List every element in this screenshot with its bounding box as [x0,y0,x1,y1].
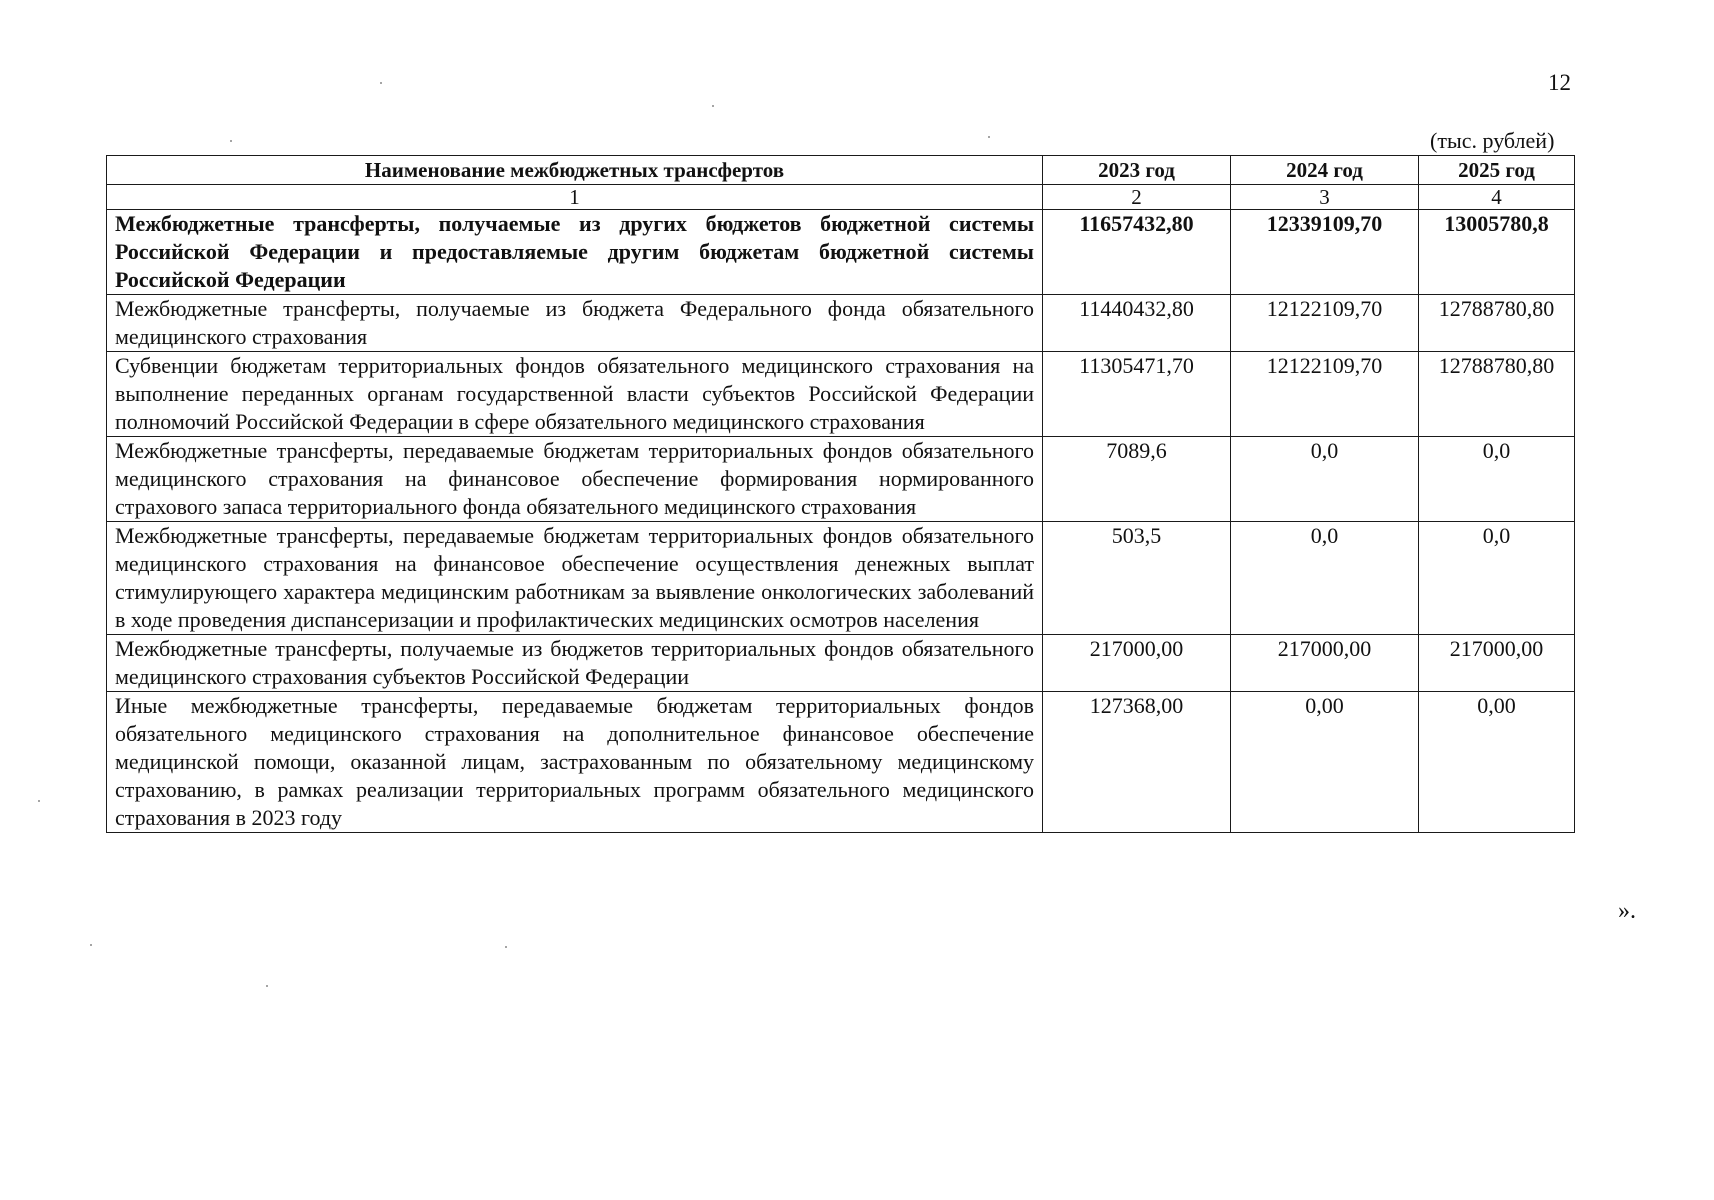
value-2025: 12788780,80 [1419,295,1575,352]
value-2024: 217000,00 [1231,635,1419,692]
column-number: 2 [1043,185,1231,210]
units-note: (тыс. рублей) [1430,128,1555,153]
column-number: 4 [1419,185,1575,210]
transfers-table-container [106,155,1574,833]
value-2024: 0,00 [1231,692,1419,833]
column-number: 1 [107,185,1043,210]
row-name: Межбюджетные трансферты, получаемые из бюджетов территориальных фондов обязательного медицинского страхования субъектов Российской Федерации [107,635,1043,692]
scan-speck [380,82,382,84]
row-name: Межбюджетные трансферты, получаемые из других бюджетов бюджетной системы Российской Федерации и предоставляемые другим бюджетам бюджетной системы Российской Федерации [107,210,1043,295]
scan-speck [505,946,507,948]
transfers-table [106,155,1575,833]
value-2024: 12339109,70 [1231,210,1419,295]
table-row [107,635,1575,692]
row-name: Межбюджетные трансферты, получаемые из бюджета Федерального фонда обязательного медицинского страхования [107,295,1043,352]
page-number: 12 [1548,70,1571,95]
scan-speck [90,944,92,946]
value-2023: 11440432,80 [1043,295,1231,352]
value-2023: 127368,00 [1043,692,1231,833]
scan-speck [712,105,714,107]
value-2024: 12122109,70 [1231,352,1419,437]
table-row [107,522,1575,635]
value-2023: 11657432,80 [1043,210,1231,295]
row-name: Иные межбюджетные трансферты, передаваемые бюджетам территориальных фондов обязательного медицинского страхования на дополнительное финансовое обеспечение медицинской помощи, оказанной лицам, застрахованным по обязательному медицинскому страхованию, в рамках реализации территориальных программ обязательного медицинского страхования в 2023 году [107,692,1043,833]
row-name: Межбюджетные трансферты, передаваемые бюджетам территориальных фондов обязательного медицинского страхования на финансовое обеспечение формирования нормированного страхового запаса территориального фонда обязательного медицинского страхования [107,437,1043,522]
value-2023: 7089,6 [1043,437,1231,522]
value-2024: 12122109,70 [1231,295,1419,352]
table-row [107,295,1575,352]
scan-speck [38,800,40,802]
column-number: 3 [1231,185,1419,210]
scan-speck [230,140,232,142]
table-row [107,692,1575,833]
value-2023: 11305471,70 [1043,352,1231,437]
value-2025: 0,0 [1419,522,1575,635]
row-name: Межбюджетные трансферты, передаваемые бюджетам территориальных фондов обязательного медицинского страхования на финансовое обеспечение осуществления денежных выплат стимулирующего характера медицинским работникам за выявление онкологических заболеваний в ходе проведения диспансеризации и профилактических медицинских осмотров населения [107,522,1043,635]
value-2024: 0,0 [1231,522,1419,635]
column-number-row [107,185,1575,210]
value-2023: 217000,00 [1043,635,1231,692]
header-2024: 2024 год [1231,156,1419,185]
scan-speck [266,985,268,987]
value-2023: 503,5 [1043,522,1231,635]
scan-speck [988,136,990,138]
row-name: Субвенции бюджетам территориальных фондов обязательного медицинского страхования на выполнение переданных органам государственной власти субъектов Российской Федерации полномочий Российской Федерации в сфере обязательного медицинского страхования [107,352,1043,437]
value-2024: 0,0 [1231,437,1419,522]
value-2025: 0,0 [1419,437,1575,522]
table-row [107,437,1575,522]
closing-quote-mark: ». [1618,898,1636,924]
table-row [107,352,1575,437]
value-2025: 217000,00 [1419,635,1575,692]
header-2023: 2023 год [1043,156,1231,185]
table-row [107,210,1575,295]
table-header-row [107,156,1575,185]
header-name: Наименование межбюджетных трансфертов [107,156,1043,185]
header-2025: 2025 год [1419,156,1575,185]
value-2025: 13005780,8 [1419,210,1575,295]
value-2025: 0,00 [1419,692,1575,833]
value-2025: 12788780,80 [1419,352,1575,437]
